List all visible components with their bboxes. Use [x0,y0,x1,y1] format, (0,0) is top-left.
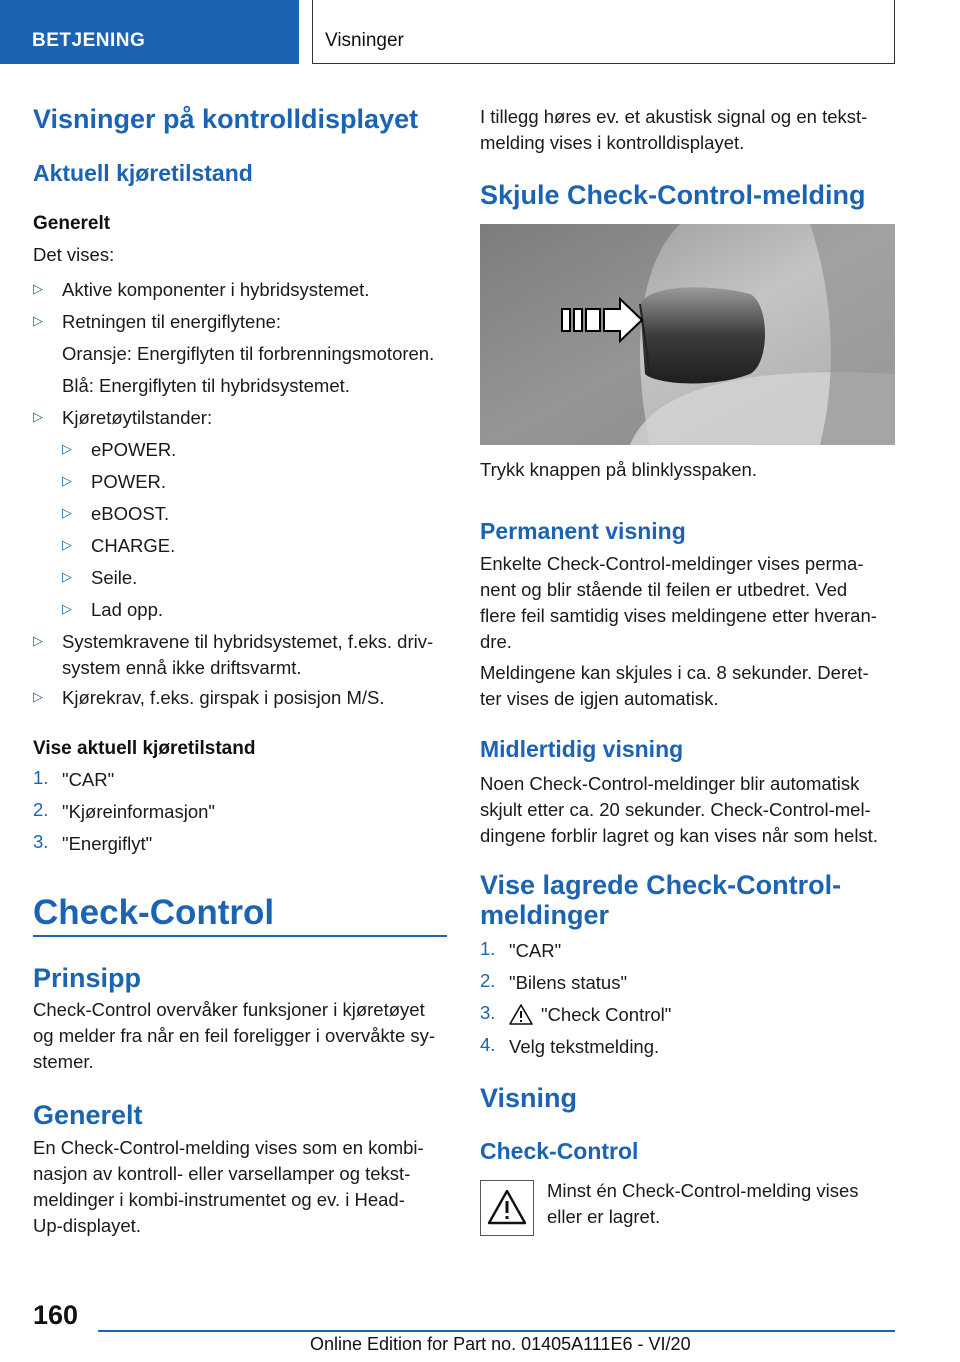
bullet-triangle-icon: ▷ [33,409,43,424]
heading-vise-lagrede-2: meldinger [480,900,610,930]
chapter-title: Visninger [312,0,895,64]
list-item-text: system ennå ikke driftsvarmt. [62,657,302,678]
paragraph-line: En Check-Control-melding vises som en kombi- [33,1137,424,1158]
paragraph-line: stemer. [33,1051,94,1072]
step-text: "Check Control" [541,1004,672,1025]
sub-list-item: POWER. [91,471,167,492]
bullet-triangle-icon: ▷ [33,633,43,648]
step-text: "Kjøreinformasjon" [62,801,215,822]
sub-list-item: Lad opp. [91,599,164,620]
list-item: Kjøretøytilstander: [62,407,213,428]
heading-skjule: Skjule Check-Control-melding [480,180,866,210]
footer-rule [98,1330,895,1332]
sub-list-item: eBOOST. [91,503,170,524]
sub-list-item: Seile. [91,567,138,588]
paragraph-line: dingene forblir lagret og kan vises når som helst. [480,825,878,846]
paragraph-line: ter vises de igjen automatisk. [480,688,719,709]
image-caption: Trykk knappen på blinklysspaken. [480,459,757,480]
paragraph-line: Check-Control overvåker funksjoner i kjøretøyet [33,999,425,1020]
bullet-triangle-icon: ▷ [33,281,43,296]
turn-signal-lever-image [480,224,895,445]
step-text: "Energiflyt" [62,833,153,854]
list-item: Systemkravene til hybridsystemet, f.eks. driv- [62,631,434,652]
sub-list-item: CHARGE. [91,535,176,556]
warning-icon [487,1189,527,1225]
warning-icon [509,1004,533,1025]
paragraph-line: melding vises i kontrolldisplayet. [480,132,745,153]
paragraph-line: Meldingene kan skjules i ca. 8 sekunder. Deret- [480,662,869,683]
bullet-triangle-icon: ▷ [33,313,43,328]
paragraph-line: Enkelte Check-Control-meldinger vises perma- [480,553,864,574]
bullet-triangle-icon: ▷ [62,537,72,552]
step-text: Velg tekstmelding. [509,1036,660,1057]
paragraph-line: eller er lagret. [547,1206,661,1227]
step-number: 1. [33,767,49,788]
step-text: "Bilens status" [509,972,628,993]
heading-midlertidig: Midlertidig visning [480,736,684,762]
list-item-text: Blå: Energiflyten til hybridsystemet. [62,375,350,396]
bullet-triangle-icon: ▷ [33,689,43,704]
sub-list-item: ePOWER. [91,439,177,460]
chapter-heading: Check-Control [33,893,275,932]
heading-vise-lagrede: Vise lagrede Check-Control- [480,870,842,900]
heading-aktuell: Aktuell kjøretilstand [33,160,253,186]
paragraph-line: skjult etter ca. 20 sekunder. Check-Control-mel- [480,799,871,820]
paragraph-line: og melder fra når en feil foreligger i overvåkte sy- [33,1025,436,1046]
paragraph-line: dre. [480,631,512,652]
step-number: 1. [480,938,496,959]
subheading-vise: Vise aktuell kjøretilstand [33,738,256,759]
heading-generelt: Generelt [33,1100,143,1130]
warning-symbol-box [480,1180,534,1236]
paragraph-line: flere feil samtidig vises meldingene etter hveran- [480,605,877,626]
bullet-triangle-icon: ▷ [62,569,72,584]
step-number: 2. [33,799,49,820]
heading-permanent: Permanent visning [480,518,686,544]
intro-text: Det vises: [33,244,115,265]
step-number: 3. [33,831,49,852]
subheading-generelt: Generelt [33,213,111,234]
bullet-triangle-icon: ▷ [62,505,72,520]
paragraph-line: Noen Check-Control-meldinger blir automatisk [480,773,860,794]
heading-rule [33,935,447,937]
list-item: Retningen til energiflytene: [62,311,282,332]
paragraph-line: nent og blir stående til feilen er utbedret. Ved [480,579,848,600]
paragraph-line: nasjon av kontroll- eller varsellamper og tekst- [33,1163,411,1184]
heading-visninger: Visninger på kontrolldisplayet [33,104,419,134]
list-item: Kjørekrav, f.eks. girspak i posisjon M/S. [62,687,385,708]
step-text: "CAR" [509,940,562,961]
step-number: 3. [480,1002,496,1023]
paragraph-line: Minst én Check-Control-melding vises [547,1180,859,1201]
paragraph-line: I tillegg høres ev. et akustisk signal og en tekst- [480,106,868,127]
bullet-triangle-icon: ▷ [62,441,72,456]
page-number: 160 [33,1300,79,1330]
step-text: "CAR" [62,769,115,790]
step-number: 2. [480,970,496,991]
step-number: 4. [480,1034,496,1055]
paragraph-line: Up-displayet. [33,1215,141,1236]
heading-visning: Visning [480,1083,578,1113]
heading-prinsipp: Prinsipp [33,963,142,993]
list-item: Aktive komponenter i hybridsystemet. [62,279,370,300]
section-tab: BETJENING [0,0,299,64]
bullet-triangle-icon: ▷ [62,601,72,616]
bullet-triangle-icon: ▷ [62,473,72,488]
heading-check-control: Check-Control [480,1138,639,1164]
footer-edition: Online Edition for Part no. 01405A111E6 - VI/20 [310,1334,691,1354]
paragraph-line: meldinger i kombi-instrumentet og ev. i Head- [33,1189,405,1210]
list-item-text: Oransje: Energiflyten til forbrenningsmotoren. [62,343,435,364]
